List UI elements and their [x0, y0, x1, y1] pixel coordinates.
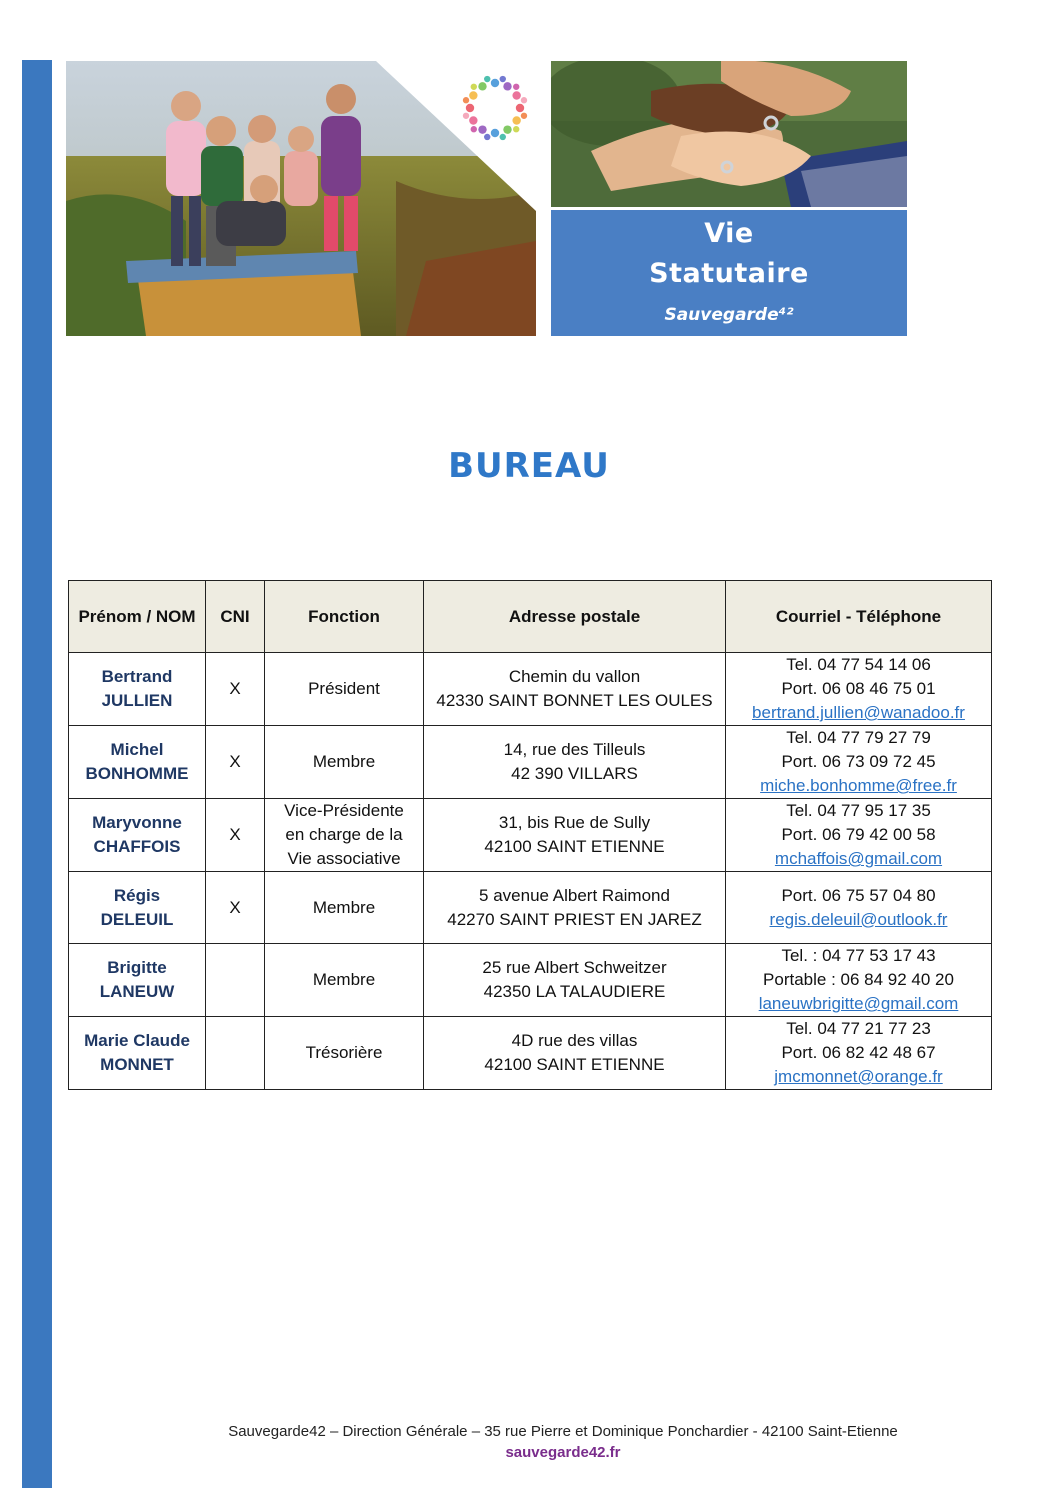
- contact-cell: [726, 944, 992, 1017]
- email-link[interactable]: regis.deleuil@outlook.fr: [769, 909, 948, 929]
- logo-dot: [503, 82, 511, 90]
- cni-cell: [206, 944, 265, 1017]
- logo-dot: [484, 76, 490, 82]
- column-header-contact: Courriel - Téléphone: [726, 581, 992, 653]
- member-first-name: Michel: [110, 740, 164, 759]
- fonction-line: Président: [308, 679, 380, 698]
- email-link[interactable]: jmcmonnet@orange.fr: [774, 1067, 943, 1086]
- cni-cell: X: [206, 653, 265, 726]
- cni-cell: [206, 1017, 265, 1090]
- adresse-cell: [424, 799, 726, 872]
- phone-line: Tel. 04 77 95 17 35: [786, 801, 931, 820]
- adresse-line: 31, bis Rue de Sully: [498, 813, 651, 832]
- email-link[interactable]: bertrand.jullien@wanadoo.fr: [752, 703, 965, 722]
- fonction-cell: [265, 1017, 424, 1090]
- member-first-name: Marie Claude: [84, 1031, 190, 1050]
- email-link[interactable]: laneuwbrigitte@gmail.com: [758, 994, 959, 1013]
- logo-dot: [512, 91, 520, 99]
- logo-dot: [491, 79, 499, 87]
- member-last-name: CHAFFOIS: [93, 837, 181, 856]
- member-first-name: Bertrand: [101, 667, 173, 686]
- adresse-line: 42100 SAINT ETIENNE: [484, 837, 665, 856]
- member-last-name: LANEUW: [99, 982, 175, 1001]
- logo-dot: [471, 126, 477, 132]
- adresse-line: 5 avenue Albert Raimond: [479, 885, 670, 905]
- adresse-cell: [424, 653, 726, 726]
- logo-dot: [521, 97, 527, 103]
- hands-photo: [551, 61, 907, 207]
- dot-ring-logo: [459, 72, 531, 144]
- phone-line: Port. 06 82 42 48 67: [781, 1043, 936, 1062]
- contact-cell: [726, 726, 992, 799]
- member-last-name: DELEUIL: [100, 909, 174, 929]
- table-row: [69, 872, 992, 944]
- fonction-cell: [265, 726, 424, 799]
- fonction-line: Membre: [312, 897, 376, 917]
- table-row: [69, 653, 992, 726]
- table-header-row: [69, 581, 992, 653]
- footer-website-link[interactable]: sauvegarde42.fr: [505, 1444, 621, 1461]
- title-panel: [551, 210, 907, 336]
- footer-address: Sauvegarde42 – Direction Générale – 35 rue Pierre et Dominique Ponchardier - 42100 Saint-Etienne: [228, 1423, 898, 1440]
- member-name-cell: [69, 872, 206, 944]
- member-name-cell: [69, 726, 206, 799]
- adresse-line: 42350 LA TALAUDIERE: [483, 982, 666, 1001]
- phone-line: Tel. 04 77 79 27 79: [786, 728, 931, 747]
- fonction-line: Membre: [312, 970, 376, 989]
- fonction-cell: [265, 944, 424, 1017]
- logo-dot: [500, 134, 506, 140]
- adresse-cell: [424, 944, 726, 1017]
- member-first-name: Régis: [113, 885, 161, 905]
- column-header-adresse: Adresse postale: [424, 581, 726, 653]
- logo-dot: [503, 125, 511, 133]
- table-row: [69, 1017, 992, 1090]
- contact-cell: [726, 653, 992, 726]
- cni-cell: X: [206, 726, 265, 799]
- table-row: [69, 799, 992, 872]
- logo-dot: [469, 91, 477, 99]
- logo-dot: [484, 134, 490, 140]
- fonction-cell: [265, 799, 424, 872]
- fonction-line: Vie associative: [287, 849, 401, 868]
- table-row: [69, 944, 992, 1017]
- member-first-name: Maryvonne: [92, 813, 182, 832]
- title-line-1: Vie: [704, 218, 754, 249]
- adresse-line: 42270 SAINT PRIEST EN JAREZ: [447, 909, 702, 929]
- logo-dot: [471, 84, 477, 90]
- left-accent-bar: [22, 60, 52, 1488]
- column-header-name: Prénom / NOM: [69, 581, 206, 653]
- phone-line: Tel. 04 77 21 77 23: [786, 1019, 931, 1038]
- adresse-cell: [424, 872, 726, 944]
- logo-dot: [513, 84, 519, 90]
- fonction-cell: [265, 872, 424, 944]
- logo-dot: [491, 129, 499, 137]
- fonction-line: Membre: [312, 752, 376, 771]
- phone-line: Port. 06 73 09 72 45: [781, 752, 936, 771]
- member-last-name: MONNET: [100, 1055, 174, 1074]
- logo-dot: [516, 104, 524, 112]
- logo-dot: [478, 125, 486, 133]
- page-heading: BUREAU: [448, 446, 610, 486]
- phone-line: Port. 06 75 57 04 80: [781, 885, 936, 905]
- column-header-fonction: Fonction: [265, 581, 424, 653]
- contact-cell: [726, 1017, 992, 1090]
- adresse-line: 4D rue des villas: [511, 1031, 638, 1050]
- email-link[interactable]: mchaffois@gmail.com: [774, 849, 943, 868]
- title-line-2: Statutaire: [649, 258, 809, 289]
- logo-dot: [463, 97, 469, 103]
- logo-dot: [478, 82, 486, 90]
- bureau-table: [68, 580, 992, 1090]
- logo-dot: [469, 116, 477, 124]
- adresse-line: Chemin du vallon: [508, 667, 641, 686]
- member-name-cell: [69, 653, 206, 726]
- cni-cell: X: [206, 799, 265, 872]
- fonction-line: Vice-Présidente: [284, 801, 404, 820]
- logo-dot: [521, 113, 527, 119]
- member-last-name: BONHOMME: [85, 764, 189, 783]
- brand-logo-text: Sauvegarde⁴²: [664, 305, 794, 325]
- adresse-line: 14, rue des Tilleuls: [503, 740, 646, 759]
- logo-dot: [512, 116, 520, 124]
- logo-dot: [463, 113, 469, 119]
- phone-line: Port. 06 79 42 00 58: [781, 825, 936, 844]
- phone-line: Tel. 04 77 54 14 06: [786, 655, 931, 674]
- phone-line: Portable : 06 84 92 40 20: [763, 970, 954, 989]
- phone-line: Tel. : 04 77 53 17 43: [781, 946, 936, 965]
- contact-cell: [726, 799, 992, 872]
- fonction-line: Trésorière: [305, 1043, 383, 1062]
- fonction-cell: [265, 653, 424, 726]
- adresse-line: 42100 SAINT ETIENNE: [484, 1055, 665, 1074]
- logo-dot: [466, 104, 474, 112]
- adresse-cell: [424, 1017, 726, 1090]
- column-header-cni: CNI: [206, 581, 265, 653]
- logo-dot: [513, 126, 519, 132]
- member-name-cell: [69, 799, 206, 872]
- adresse-line: 25 rue Albert Schweitzer: [482, 958, 667, 977]
- phone-line: Port. 06 08 46 75 01: [781, 679, 936, 698]
- member-first-name: Brigitte: [107, 958, 167, 977]
- member-name-cell: [69, 1017, 206, 1090]
- member-last-name: JULLIEN: [101, 691, 173, 710]
- email-link[interactable]: miche.bonhomme@free.fr: [760, 776, 957, 795]
- adresse-cell: [424, 726, 726, 799]
- adresse-line: 42 390 VILLARS: [511, 764, 638, 783]
- member-name-cell: [69, 944, 206, 1017]
- cni-cell: X: [206, 872, 265, 944]
- logo-dot: [500, 76, 506, 82]
- fonction-line: en charge de la: [285, 825, 403, 844]
- adresse-line: 42330 SAINT BONNET LES OULES: [436, 691, 713, 710]
- table-row: [69, 726, 992, 799]
- contact-cell: [726, 872, 992, 944]
